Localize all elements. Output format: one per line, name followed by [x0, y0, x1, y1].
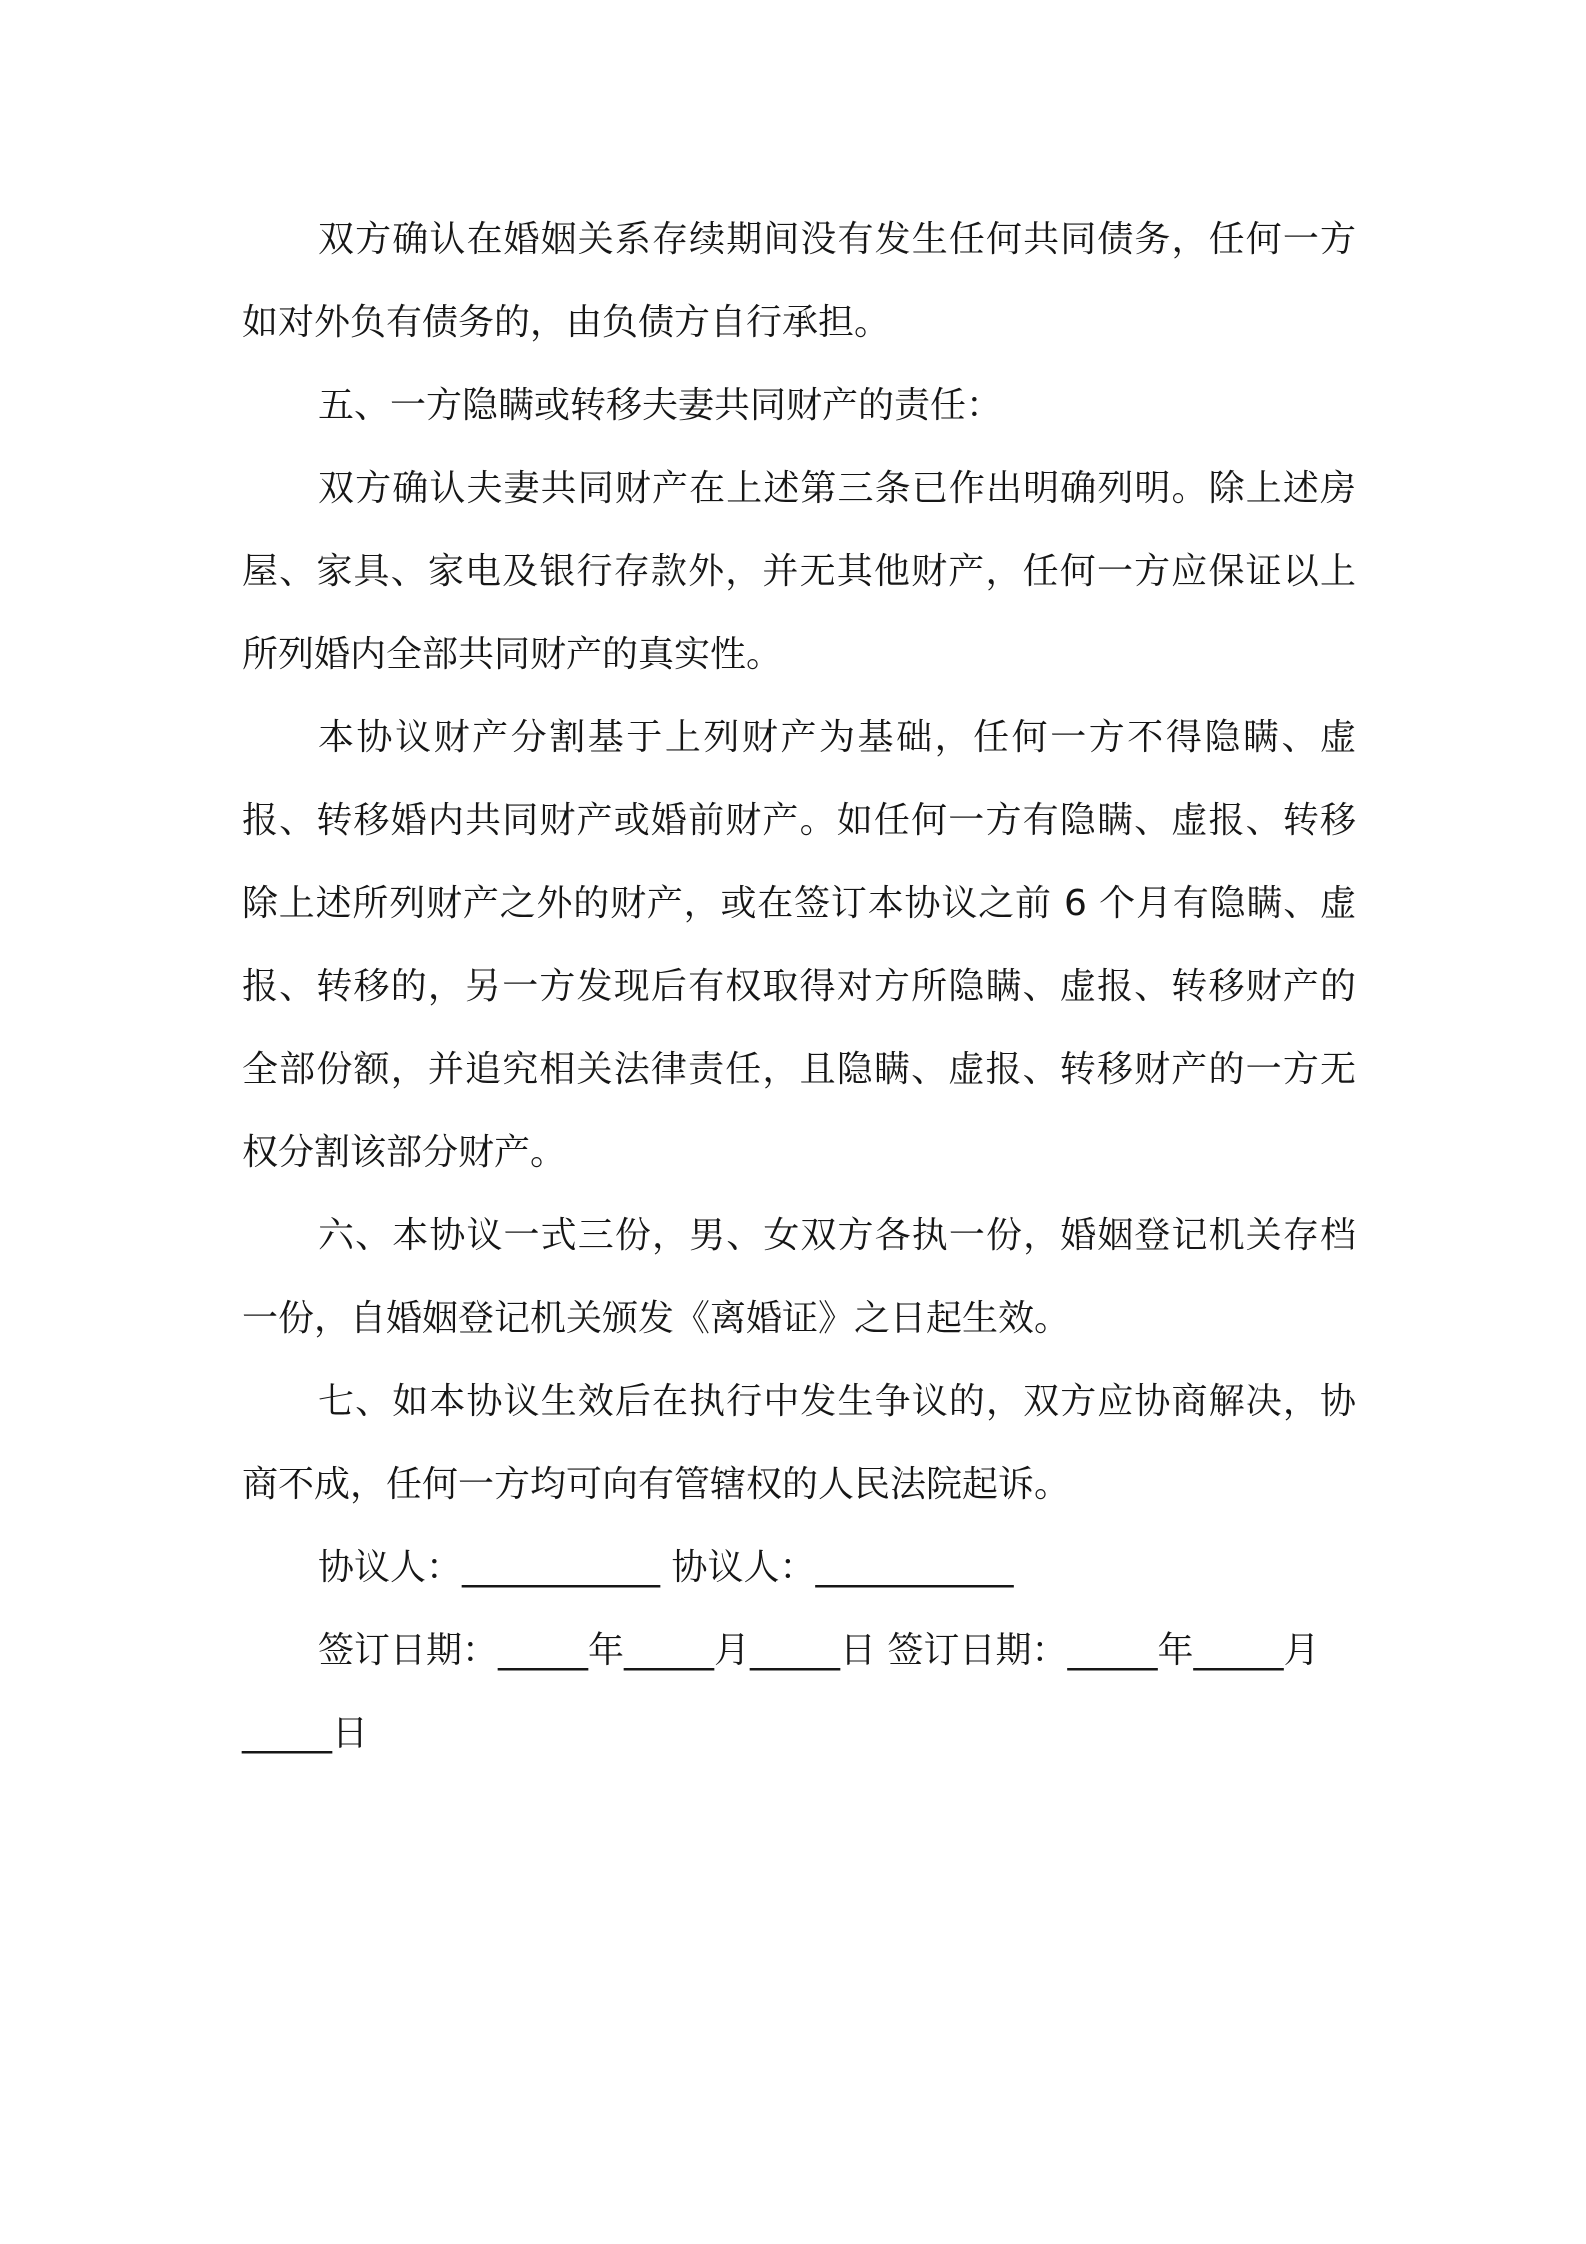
section-six-paragraph: 六、本协议一式三份，男、女双方各执一份，婚姻登记机关存档一份，自婚姻登记机关颁发《离婚证》之日起生效。: [242, 1215, 1356, 1339]
paragraph-property-confirmation: 双方确认夫妻共同财产在上述第三条已作出明确列明。除上述房屋、家具、家电及银行存款外，并无其他财产，任何一方应保证以上所列婚内全部共同财产的真实性。: [242, 468, 1356, 675]
paragraph-debt: 双方确认在婚姻关系存续期间没有发生任何共同债务，任何一方如对外负有债务的，由负债方自行承担。: [242, 219, 1356, 343]
signature-line: 协议人：___________ 协议人：___________: [318, 1547, 1014, 1588]
signing-date-line: 签订日期：_____年_____月_____日 签订日期：_____年_____月_____日: [242, 1630, 1320, 1754]
section-seven-paragraph: 七、如本协议生效后在执行中发生争议的，双方应协商解决，协商不成，任何一方均可向有管辖权的人民法院起诉。: [242, 1381, 1356, 1505]
paragraph-concealment-liability: 本协议财产分割基于上列财产为基础，任何一方不得隐瞒、虚报、转移婚内共同财产或婚前财产。如任何一方有隐瞒、虚报、转移除上述所列财产之外的财产，或在签订本协议之前 6 个月有隐瞒、虚报、转移的，另一方发现后有权取得对方所隐瞒、虚报、转移财产的全部份额，并追究相关法律责任，且隐瞒、虚报、转移财产的一方无权分割该部分财产。: [242, 717, 1356, 1173]
document-page: [242, 198, 1356, 1775]
section-five-heading: 五、一方隐瞒或转移夫妻共同财产的责任：: [318, 385, 1003, 426]
